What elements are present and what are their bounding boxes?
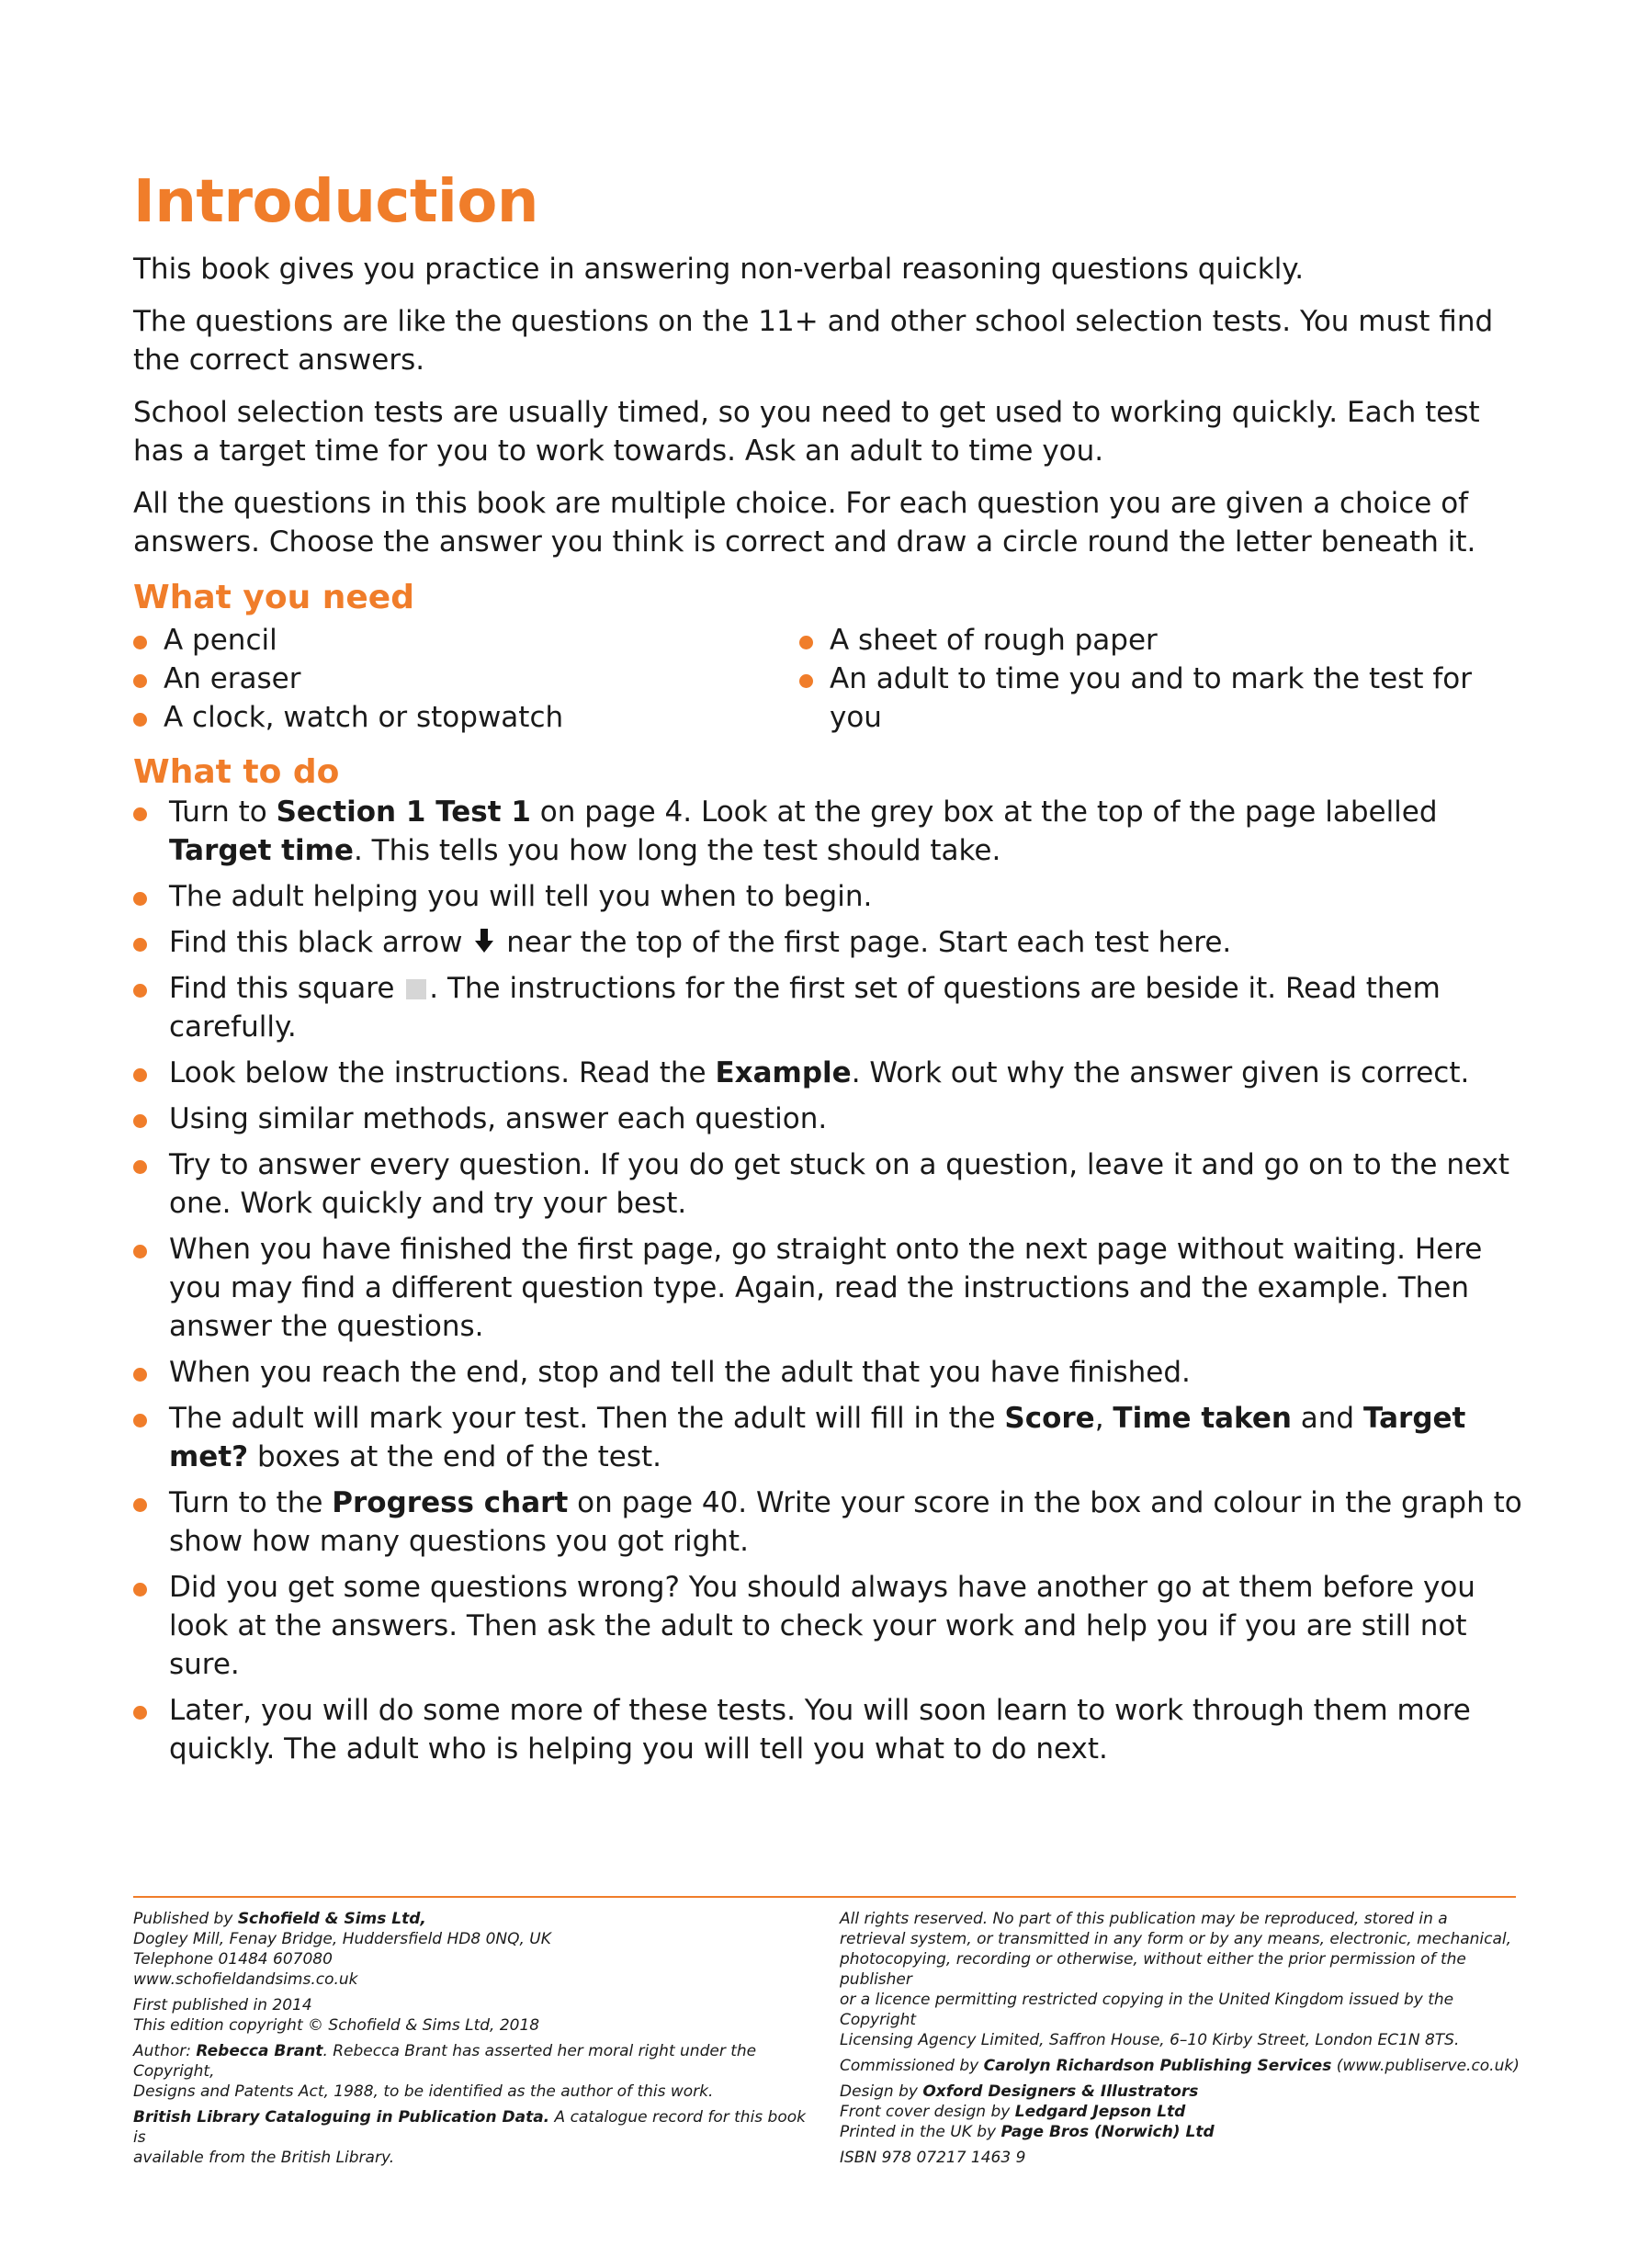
- list-item: Look below the instructions. Read the Example. Work out why the answer given is correct.: [133, 1054, 1530, 1092]
- footer-publisher-info: Published by Schofield & Sims Ltd, Dogley Mill, Fenay Bridge, Huddersfield HD8 0NQ, UK Telephone 01484 607080 www.schofieldandsims.co.uk First published in 2014 This edition copyright © Schofield & Sims Ltd, 2018 Author: Rebecca Brant. Rebecca Brant has asserted her moral right under the Copyright, Designs and Patents Act, 1988, to be identified as the author of this work. British Library Cataloguing in Publication Data. A catalogue record for this book is available from the British Library.: [133, 1910, 806, 2167]
- what-to-do-list: [133, 793, 1530, 1776]
- needs-column-1: [133, 621, 563, 737]
- list-item: When you reach the end, stop and tell the adult that you have finished.: [133, 1353, 1530, 1392]
- list-item: Try to answer every question. If you do get stuck on a question, leave it and go on to the next one. Work quickly and try your best.: [133, 1145, 1530, 1223]
- grey-square-icon: [406, 979, 426, 999]
- footer-divider: [133, 1896, 1516, 1898]
- bullet-icon: [133, 984, 147, 998]
- list-item: Find this black arrow near the top of the first page. Start each test here.: [133, 923, 1530, 962]
- list-item: A clock, watch or stopwatch: [133, 698, 563, 737]
- list-item: Turn to the Progress chart on page 40. Write your score in the box and colour in the graph to show how many questions you got right.: [133, 1484, 1530, 1561]
- list-item: An eraser: [133, 660, 563, 698]
- bullet-icon: [133, 713, 147, 727]
- needs-column-2: [799, 621, 1530, 737]
- bullet-icon: [133, 1114, 147, 1128]
- bullet-icon: [133, 1583, 147, 1597]
- list-item: An adult to time you and to mark the test for you: [799, 660, 1530, 737]
- bullet-icon: [133, 1414, 147, 1427]
- what-to-do-heading: What to do: [133, 753, 340, 791]
- footer-rights-info: All rights reserved. No part of this publication may be reproduced, stored in a retrieval system, or transmitted in any form or by any means, electronic, mechanical, photocopying, recording or otherwise, without either the prior permission of the publisher or a licence permitting restricted copying in the United Kingdom issued by the Copyright Licensing Agency Limited, Saffron House, 6–10 Kirby Street, London EC1N 8TS. Commissioned by Carolyn Richardson Publishing Services (www.publiserve.co.uk) Design by Oxford Designers & Illustrators Front cover design by Ledgard Jepson Ltd Printed in the UK by Page Bros (Norwich) Ltd ISBN 978 07217 1463 9: [840, 1910, 1520, 2167]
- what-you-need-list: [133, 621, 1530, 750]
- intro-paragraph: The questions are like the questions on the 11+ and other school selection tests. You must find the correct answers.: [133, 305, 1494, 377]
- list-item: Turn to Section 1 Test 1 on page 4. Look at the grey box at the top of the page labelled Target time. This tells you how long the test should take.: [133, 793, 1530, 870]
- bullet-icon: [133, 1068, 147, 1082]
- intro-paragraph: School selection tests are usually timed, so you need to get used to working quickly. Each test has a target time for you to work towards. Ask an adult to time you.: [133, 396, 1480, 468]
- bullet-icon: [133, 1160, 147, 1174]
- list-item: The adult helping you will tell you when to begin.: [133, 877, 1530, 916]
- black-arrow-icon: [473, 928, 495, 953]
- bullet-icon: [133, 636, 147, 649]
- list-item: A pencil: [133, 621, 563, 660]
- intro-section: [133, 250, 1511, 575]
- list-item: Later, you will do some more of these tests. You will soon learn to work through them more quickly. The adult who is helping you will tell you what to do next.: [133, 1691, 1530, 1768]
- bullet-icon: [133, 1706, 147, 1720]
- list-item: A sheet of rough paper: [799, 621, 1530, 660]
- bullet-icon: [133, 1245, 147, 1258]
- bullet-icon: [133, 1368, 147, 1382]
- list-item: Using similar methods, answer each question.: [133, 1100, 1530, 1138]
- list-item: Find this square . The instructions for the first set of questions are beside it. Read them carefully.: [133, 969, 1530, 1046]
- bullet-icon: [133, 938, 147, 952]
- intro-paragraph: This book gives you practice in answering non-verbal reasoning questions quickly.: [133, 253, 1305, 286]
- page-title: Introduction: [133, 168, 538, 236]
- bullet-icon: [133, 892, 147, 906]
- bullet-icon: [799, 674, 813, 688]
- list-item: Did you get some questions wrong? You should always have another go at them before you look at the answers. Then ask the adult to check your work and help you if you are still not sure.: [133, 1568, 1530, 1684]
- bullet-icon: [133, 1498, 147, 1512]
- list-item: The adult will mark your test. Then the adult will fill in the Score, Time taken and Target met? boxes at the end of the test.: [133, 1399, 1530, 1476]
- what-you-need-heading: What you need: [133, 579, 414, 616]
- bullet-icon: [799, 636, 813, 649]
- bullet-icon: [133, 674, 147, 688]
- bullet-icon: [133, 807, 147, 821]
- list-item: When you have finished the first page, go straight onto the next page without waiting. Here you may find a different question type. Again, read the instructions and the example. Then answer the questions.: [133, 1230, 1530, 1346]
- intro-paragraph: All the questions in this book are multiple choice. For each question you are given a choice of answers. Choose the answer you think is correct and draw a circle round the letter beneath it.: [133, 487, 1476, 559]
